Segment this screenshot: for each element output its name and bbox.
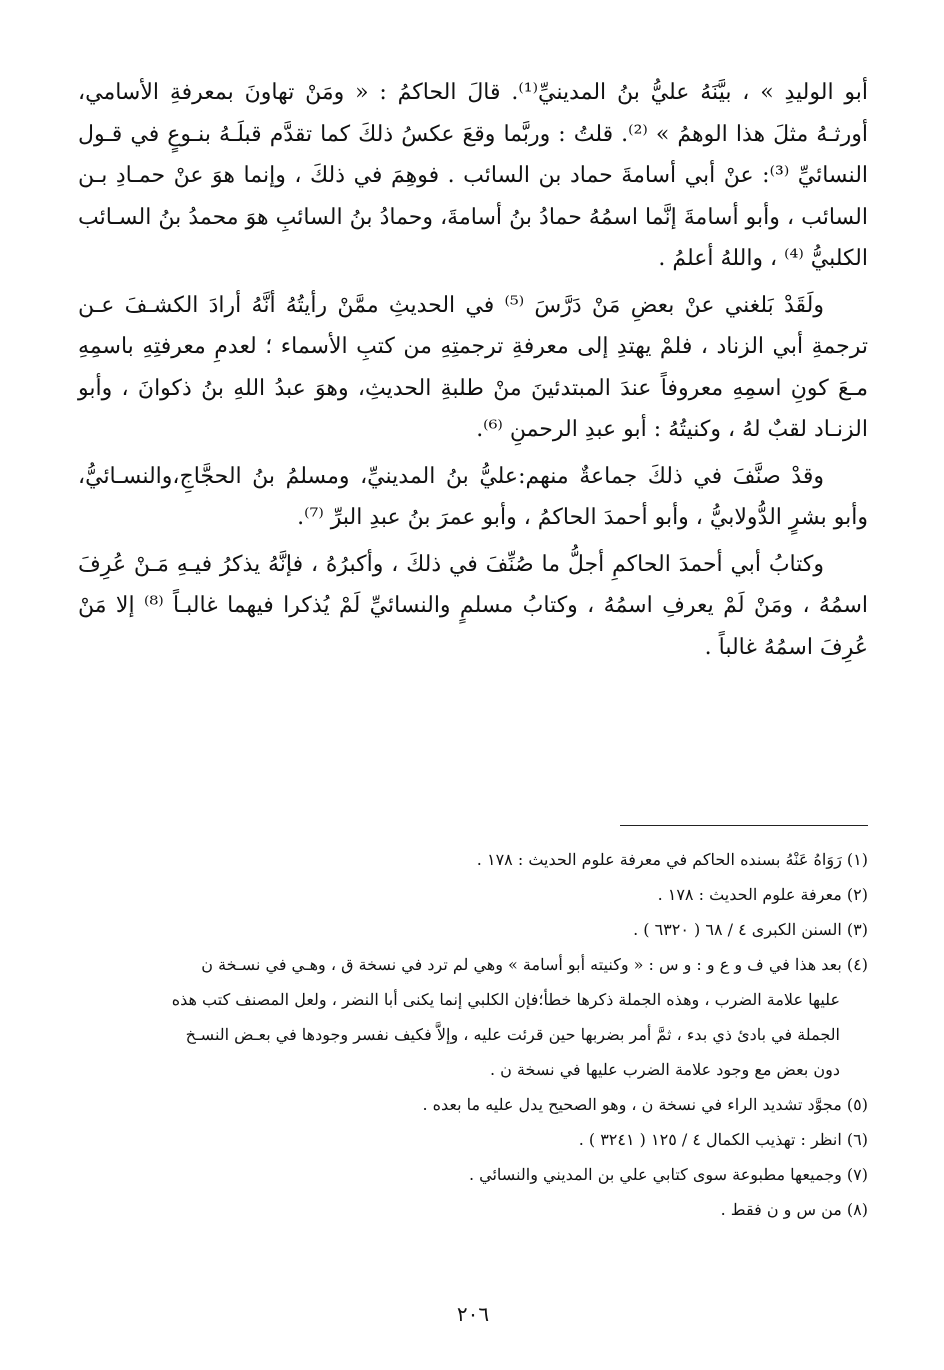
footnote-line: (٤) بعد هذا في ف و ع و : و س : « وكنيته أبو أسامة » وهي لم ترد في نسخة ق ، وهـي في نسـخة ن: [201, 955, 868, 974]
footnote-5: [78, 1087, 868, 1122]
book-page: [78, 72, 868, 1332]
main-text: [78, 72, 868, 668]
footnote-6: [78, 1122, 868, 1157]
footnote-separator: [620, 825, 868, 826]
line: مَنْ عُرِفَ اسمُهُ غالباً .: [78, 593, 868, 660]
footnote-line: (٥) مجوَّد تشديد الراء في نسخة ن ، وهو الصحيح يدل عليه ما بعده .: [422, 1095, 868, 1114]
footnote-line: الجملة في بادئ ذي بدء ، ثمَّ أمر بضربها حين قرئت عليه ، وإلاَّ فكيف نفسر وجودها في بعـض النسـخ: [185, 1025, 840, 1044]
line: أبو الوليدِ » ، بيَّنَهُ عليُّ بنُ المدينيِّ⁽¹⁾. قالَ الحاكمُ : « ومَنْ تهاونَ بمعرفةِ الأسامي، أورثـهُ: [78, 80, 869, 147]
footnote-line: (٢) معرفة علوم الحديث : ١٧٨ .: [657, 885, 868, 904]
line: عُرِفَ اسمُهُ ، ومَنْ لَمْ يعرفِ اسمُهُ ، وكتابُ مسلمٍ والنسائيِّ لَمْ يُذكرا فيهما غالبـاً ⁽⁸⁾ إلا: [78, 551, 868, 618]
paragraph-4: [78, 544, 868, 669]
line: كونِ اسمِهِ معروفاً عندَ المبتدئينَ منْ طلبةِ الحديثِ، وهوَ عبدُ اللهِ بنُ ذكوانَ ، وأبو الزنـاد: [78, 375, 868, 442]
footnote-line: (٧) وجميعها مطبوعة سوى كتابي علي بن المديني والنسائي .: [468, 1165, 868, 1184]
line: مثلَ هذا الوهمُ » ⁽²⁾. قلتُ : وربَّما وقعَ عكسُ ذلكَ كما تقدَّم قبلَـهُ بنـوعٍ في قـول: [78, 121, 809, 147]
line: النسائيِّ ⁽³⁾: عنْ أبي أسامةَ حماد بن السائب . فوهِمَ في ذلكَ ، وإنما هوَ عنْ حمـادِ بـن: [78, 163, 869, 188]
paragraph-3: [78, 456, 868, 539]
line: الكلبيُّ ⁽⁴⁾ ، واللهُ أعلمُ .: [658, 246, 868, 271]
footnote-2: [78, 877, 868, 912]
footnote-line: عليها علامة الضرب ، وهذه الجملة ذكرها خطأ؛فإن الكلبي إنما يكنى أبا النضر ، ولعل المصنف كتب هذه: [171, 990, 840, 1009]
paragraph-1: [78, 72, 868, 280]
footnote-7: [78, 1157, 868, 1192]
line: وكتابُ أبي أحمدَ الحاكمِ أجلُّ ما صُنِّفَ في ذلكَ ، وأكبرُهُ ، فإنَّهُ يذكرُ فيـهِ مَـنْ: [133, 551, 824, 577]
line: السائب ، وأبو أسامةَ إنَّما اسمُهُ حمادُ بنُ أسامةَ، وحمادُ بنُ السائبِ هوَ محمدُ بنُ السـائب: [78, 204, 868, 230]
footnote-line: دون بعض مع وجود علامة الضرب عليها في نسخة ن .: [489, 1060, 840, 1079]
line: ولَقَدْ بَلغني عنْ بعضِ مَنْ دَرَّسَ ⁽⁵⁾ في الحديثِ ممَّنْ رأيتُهُ أنَّهُ أرادَ الكشـفَ عـن: [78, 292, 825, 318]
footnote-line: (٨) من س و ن فقط .: [720, 1200, 868, 1219]
footnote-4: [78, 947, 868, 1087]
line: وقدْ صنَّفَ في ذلكَ جماعةٌ منهم:عليُّ بنُ المدينيِّ، ومسلمُ بنُ الحجَّاجِ،والنسـائيُّ،: [78, 463, 824, 489]
footnotes: [78, 842, 868, 1227]
page-number: ٢٠٦: [456, 1302, 490, 1326]
footnote-1: [78, 842, 868, 877]
footnote-line: (٦) انظر : تهذيب الكمال ٤ / ١٢٥ ( ٣٢٤١ ) .: [578, 1130, 868, 1149]
line: لقبٌ لهُ ، وكنيتُهُ : أبو عبدِ الرحمنِ ⁽⁶⁾.: [476, 417, 807, 442]
footnote-line: (١) رَوَاهُ عَنْهُ بسنده الحاكم في معرفة علوم الحديث : ١٧٨ .: [476, 850, 868, 869]
line: وأبو بشرٍ الدُّولابيُّ ، وأبو أحمدَ الحاكمُ ، وأبو عمرَ بنُ عبدِ البرِّ ⁽⁷⁾.: [297, 505, 868, 530]
footnote-line: (٣) السنن الكبرى ٤ / ٦٨ ( ٦٣٢٠ ) .: [633, 920, 868, 939]
paragraph-2: [78, 285, 868, 451]
line: ترجمةِ أبي الزناد ، فلمْ يهتدِ إلى معرفةِ ترجمتِهِ من كتبِ الأسماء ؛ لعدمِ معرفتِهِ باسمِهِ مـعَ: [78, 334, 868, 401]
footnote-8: [78, 1192, 868, 1227]
footnote-3: [78, 912, 868, 947]
